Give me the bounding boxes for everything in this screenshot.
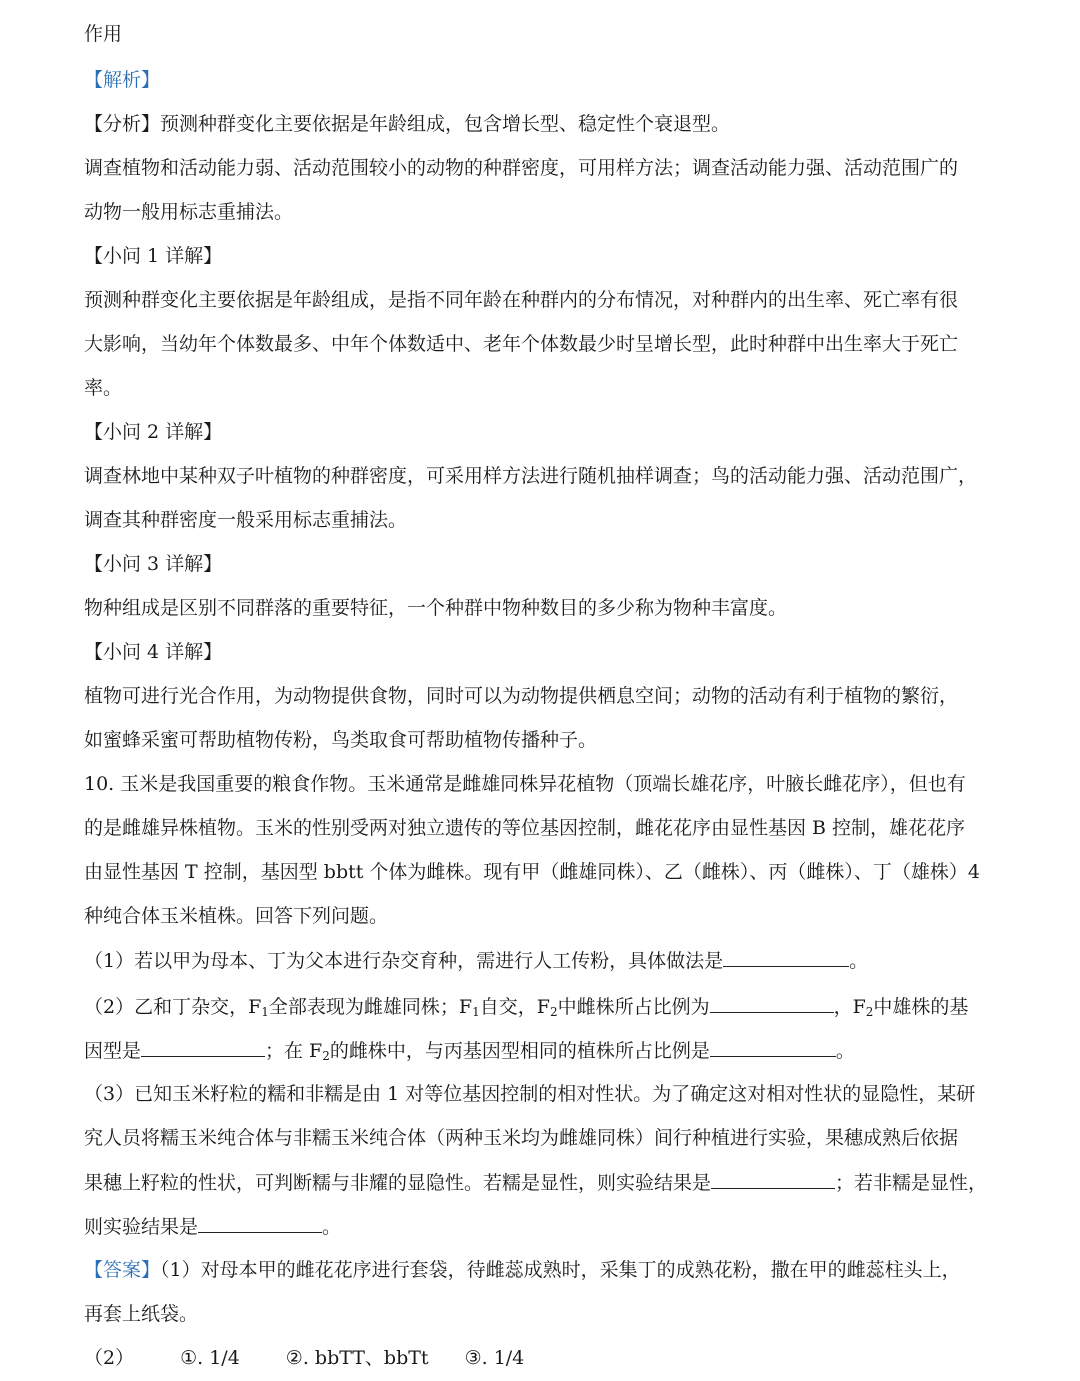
- line-text: 植物可进行光合作用，为动物提供食物，同时可以为动物提供栖息空间；动物的活动有利于植物的繁衍，: [84, 685, 959, 707]
- heading-text: 【小问 3 详解】: [84, 553, 223, 575]
- subscript: 2: [549, 1005, 558, 1019]
- text-line: [84, 904, 388, 928]
- subpart-1-line: [84, 948, 868, 972]
- subquestion-heading-1: [84, 244, 222, 268]
- line-text: 如蜜蜂采蜜可帮助植物传粉，鸟类取食可帮助植物传播种子。: [84, 729, 598, 751]
- subquestion-heading-3: [84, 552, 222, 576]
- line-text: 全部表现为雌雄同株；F: [268, 996, 473, 1018]
- text-line: [84, 684, 958, 708]
- answer-2-label: （2）: [84, 1347, 135, 1369]
- line-text: ，F: [833, 996, 866, 1018]
- text-line: [84, 288, 958, 312]
- line-text: 预测种群变化主要依据是年龄组成，是指不同年龄在种群内的分布情况，对种群内的出生率、死亡率有很: [84, 289, 959, 311]
- answer-blank: [711, 1170, 835, 1189]
- answer-text: （1）对母本甲的雌花花序进行套袋，待雌蕊成熟时，采集丁的成熟花粉，撒在甲的雌蕊柱头上，: [160, 1259, 961, 1281]
- line-text: 的是雌雄异株植物。玉米的性别受两对独立遗传的等位基因控制，雌花花序由显性基因 B 控制，雄花花序: [84, 817, 966, 839]
- section-heading-jiexi: [84, 68, 160, 92]
- analysis-text: 预测种群变化主要依据是年龄组成，包含增长型、稳定性个衰退型。: [160, 113, 731, 135]
- text-line: [84, 464, 977, 488]
- heading-text: 【小问 2 详解】: [84, 421, 223, 443]
- line-text: 种纯合体玉米植株。回答下列问题。: [84, 905, 389, 927]
- text-line: [84, 860, 980, 884]
- line-text: 中雄株的基: [873, 996, 969, 1018]
- answer-2-item-1: ①. 1/4: [180, 1347, 240, 1369]
- line-text: 则实验结果是: [84, 1216, 199, 1238]
- answer-2-line: [84, 1346, 524, 1370]
- subpart-2-line: [84, 994, 968, 1018]
- text-line: [84, 596, 787, 620]
- subpart-2-line-b: [84, 1038, 855, 1062]
- text-line: [84, 332, 958, 356]
- subquestion-heading-4: [84, 640, 222, 664]
- subquestion-heading-2: [84, 420, 222, 444]
- text-line: [84, 508, 407, 532]
- line-text: （1）若以甲为母本、丁为父本进行杂交育种，需进行人工传粉，具体做法是: [84, 950, 724, 972]
- text-line: [84, 1126, 958, 1150]
- line-text: 的雌株中，与丙基因型相同的植株所占比例是: [329, 1040, 710, 1062]
- answer-2-item-2: ②. bbTT、bbTt: [285, 1347, 429, 1369]
- line-text: 因型是: [84, 1040, 142, 1062]
- text-line: [84, 200, 293, 224]
- answer-2-item-3: ③. 1/4: [464, 1347, 525, 1369]
- line-text: 中雌株所占比例为: [557, 996, 710, 1018]
- question-10-line: [84, 772, 966, 796]
- line-text: 作用: [84, 23, 123, 45]
- subscript: 1: [261, 1005, 269, 1019]
- line-text: 再套上纸袋。: [84, 1303, 199, 1325]
- line-text: 。: [322, 1216, 342, 1238]
- line-text: 率。: [84, 377, 123, 399]
- line-text: 动物一般用标志重捕法。: [84, 201, 294, 223]
- text-line: [84, 376, 122, 400]
- answer-blank: [710, 994, 834, 1013]
- subpart-3-line: [84, 1082, 975, 1106]
- text-line: [84, 1302, 198, 1326]
- answer-blank: [198, 1214, 322, 1233]
- answer-line: [84, 1258, 961, 1282]
- analysis-label: 【分析】: [84, 113, 161, 135]
- line-text: 大影响，当幼年个体数最多、中年个体数适中、老年个体数最少时呈增长型，此时种群中出生率大于死亡: [84, 333, 959, 355]
- heading-text: 【小问 4 详解】: [84, 641, 223, 663]
- text-line: [84, 22, 122, 46]
- line-text: 由显性基因 T 控制，基因型 bbtt 个体为雌株。现有甲（雌雄同株）、乙（雌株）、丙（雌株）、丁（雄株）4: [84, 861, 981, 883]
- text-line: [84, 1214, 341, 1238]
- answer-blank: [141, 1038, 265, 1057]
- answer-blank: [710, 1038, 836, 1057]
- line-text: ；若非糯是显性，: [835, 1172, 988, 1194]
- line-text: 调查其种群密度一般采用标志重捕法。: [84, 509, 408, 531]
- line-text: ；在 F: [265, 1040, 323, 1062]
- subscript: 1: [472, 1005, 480, 1019]
- text-line: [84, 728, 597, 752]
- line-text: 。: [835, 1040, 855, 1062]
- subscript: 2: [865, 1005, 874, 1019]
- analysis-line: [84, 112, 730, 136]
- line-text: 10. 玉米是我国重要的粮食作物。玉米通常是雌雄同株异花植物（顶端长雄花序，叶腋长雌花序），但也有: [84, 773, 966, 795]
- line-text: 物种组成是区别不同群落的重要特征，一个种群中物种数目的多少称为物种丰富度。: [84, 597, 788, 619]
- line-text: （3）已知玉米籽粒的糯和非糯是由 1 对等位基因控制的相对性状。为了确定这对相对性状的显隐性，某研: [84, 1083, 976, 1105]
- line-text: 。: [849, 950, 869, 972]
- answer-label: 【答案】: [84, 1259, 161, 1281]
- heading-text: 【小问 1 详解】: [84, 245, 223, 267]
- text-line: [84, 816, 965, 840]
- answer-blank: [723, 948, 849, 967]
- jiexi-label: 【解析】: [84, 69, 161, 91]
- line-text: 自交，F: [479, 996, 550, 1018]
- line-text: 调查林地中某种双子叶植物的种群密度，可采用样方法进行随机抽样调查；鸟的活动能力强、活动范围广，: [84, 465, 978, 487]
- text-line: [84, 1170, 987, 1194]
- line-text: 调查植物和活动能力弱、活动范围较小的动物的种群密度，可用样方法；调查活动能力强、活动范围广的: [84, 157, 959, 179]
- line-text: 究人员将糯玉米纯合体与非糯玉米纯合体（两种玉米均为雌雄同株）间行种植进行实验，果穗成熟后依据: [84, 1127, 959, 1149]
- line-text: （2）乙和丁杂交，F: [84, 996, 262, 1018]
- line-text: 果穗上籽粒的性状，可判断糯与非耀的显隐性。若糯是显性，则实验结果是: [84, 1172, 712, 1194]
- text-line: [84, 156, 958, 180]
- subscript: 2: [322, 1049, 330, 1063]
